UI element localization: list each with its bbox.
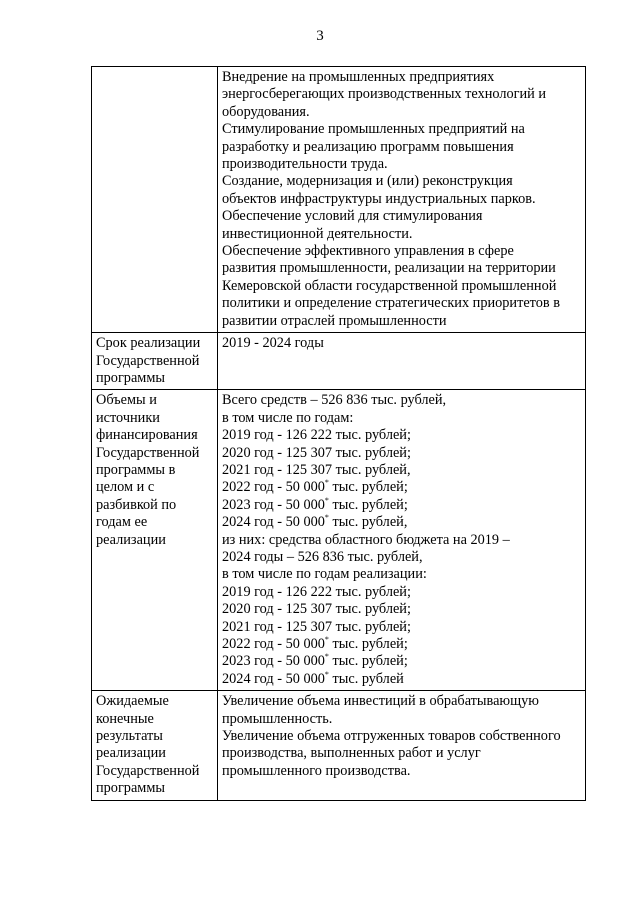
value-text: Стимулирование промышленных предприятий на <box>222 121 525 138</box>
row-value-cell <box>218 67 586 333</box>
label-line: Объемы и <box>96 392 157 409</box>
footnote-asterisk: * <box>324 478 329 488</box>
table-row <box>92 333 586 390</box>
label-line: результаты <box>96 728 163 745</box>
value-line <box>222 104 581 121</box>
label-line: целом и с <box>96 479 155 496</box>
footnote-asterisk: * <box>324 513 329 523</box>
value-text: Создание, модернизация и (или) реконструкция <box>222 173 513 190</box>
value-line <box>222 410 581 427</box>
label-line: источники <box>96 409 160 426</box>
value-line <box>222 278 581 295</box>
label-line: Государственной <box>96 762 200 779</box>
footnote-asterisk: * <box>324 652 329 662</box>
footnote-asterisk: * <box>324 669 329 679</box>
value-line <box>222 191 581 208</box>
value-line <box>222 601 581 618</box>
label-line: программы <box>96 369 166 386</box>
value-text: 2024 год - 50 000 <box>222 514 325 531</box>
label-line: Ожидаемые <box>96 693 169 710</box>
row-label-cell <box>92 691 218 800</box>
value-text-tail: тыс. рублей; <box>328 636 408 652</box>
value-text: Увеличение объема инвестиций в обрабатывающую <box>222 693 539 710</box>
value-line <box>222 86 581 103</box>
value-line <box>222 427 581 444</box>
value-text: Обеспечение эффективного управления в сфере <box>222 243 514 260</box>
value-line <box>222 295 581 312</box>
value-text-tail: тыс. рублей; <box>328 496 408 513</box>
table-row <box>92 67 586 333</box>
row-label-cell <box>92 333 218 390</box>
table-row <box>92 691 586 800</box>
value-line <box>222 653 581 670</box>
label-line: Государственной <box>96 352 200 369</box>
value-text: 2024 годы – 526 836 тыс. рублей, <box>222 548 423 565</box>
value-text: разработку и реализацию программ повышения <box>222 138 514 155</box>
value-line <box>222 173 581 190</box>
value-text: 2019 - 2024 годы <box>222 335 324 352</box>
value-text-tail: тыс. рублей; <box>328 479 408 496</box>
value-text: производительности труда. <box>222 156 388 173</box>
value-text: промышленного производства. <box>222 762 411 779</box>
value-text: 2023 год - 50 000 <box>222 496 325 513</box>
value-text: 2021 год - 125 307 тыс. рублей; <box>222 618 411 635</box>
page-number: 3 <box>316 28 324 44</box>
value-line <box>222 479 581 496</box>
value-text: 2020 год - 125 307 тыс. рублей; <box>222 444 411 461</box>
value-text: из них: средства областного бюджета на 2019 – <box>222 531 510 548</box>
value-line <box>222 462 581 479</box>
value-text: объектов инфраструктуры индустриальных парков. <box>222 190 536 207</box>
label-line: разбивкой по <box>96 496 177 513</box>
value-line <box>222 243 581 260</box>
value-text: развитии отраслей промышленности <box>222 312 447 329</box>
value-text: энергосберегающих производственных технологий и <box>222 86 546 103</box>
value-line <box>222 693 581 710</box>
value-text: инвестиционной деятельности. <box>222 225 413 242</box>
value-text: 2022 год - 50 000 <box>222 636 325 652</box>
label-line: годам ее <box>96 514 148 531</box>
label-line: финансирования <box>96 427 198 444</box>
value-line <box>222 121 581 138</box>
label-line: Срок реализации <box>96 335 201 352</box>
value-text: 2021 год - 125 307 тыс. рублей, <box>222 461 411 478</box>
value-line <box>222 313 581 330</box>
value-line <box>222 445 581 462</box>
footnote-asterisk: * <box>324 495 329 505</box>
value-text-tail: тыс. рублей <box>328 670 404 687</box>
value-line <box>222 763 581 780</box>
value-text: производства, выполненных работ и услуг <box>222 745 481 762</box>
value-line <box>222 514 581 531</box>
value-text: Кемеровской области государственной промышленной <box>222 277 557 294</box>
label-line: Государственной <box>96 444 200 461</box>
program-passport-table <box>91 66 586 801</box>
value-text: 2019 год - 126 222 тыс. рублей; <box>222 427 411 444</box>
value-text: оборудования. <box>222 103 310 120</box>
label-line: программы <box>96 780 166 797</box>
value-text: 2020 год - 125 307 тыс. рублей; <box>222 601 411 618</box>
value-line <box>222 549 581 566</box>
value-line <box>222 139 581 156</box>
value-text: Внедрение на промышленных предприятиях <box>222 69 495 85</box>
table-body <box>92 67 586 801</box>
value-line <box>222 392 581 409</box>
row-value-cell <box>218 333 586 390</box>
row-label-cell <box>92 67 218 333</box>
value-text: Всего средств – 526 836 тыс. рублей, <box>222 392 447 409</box>
table-row <box>92 390 586 691</box>
value-text: промышленность. <box>222 710 333 727</box>
label-line: программы в <box>96 461 176 478</box>
value-line <box>222 619 581 636</box>
value-text: Обеспечение условий для стимулирования <box>222 208 483 225</box>
value-text: в том числе по годам: <box>222 409 354 426</box>
value-line <box>222 497 581 514</box>
value-text: 2024 год - 50 000 <box>222 670 325 687</box>
value-text: 2019 год - 126 222 тыс. рублей; <box>222 583 411 600</box>
value-line <box>222 208 581 225</box>
value-line <box>222 728 581 745</box>
value-text: в том числе по годам реализации: <box>222 566 427 583</box>
value-line <box>222 335 581 352</box>
value-line <box>222 566 581 583</box>
value-line <box>222 156 581 173</box>
footnote-asterisk: * <box>324 635 329 644</box>
value-line <box>222 671 581 688</box>
value-text: развития промышленности, реализации на территории <box>222 260 556 277</box>
value-text: 2023 год - 50 000 <box>222 653 325 670</box>
row-value-cell <box>218 390 586 691</box>
value-text: 2022 год - 50 000 <box>222 479 325 496</box>
value-line <box>222 532 581 549</box>
label-line: реализации <box>96 531 166 548</box>
value-text: Увеличение объема отгруженных товаров собственного <box>222 728 561 745</box>
label-line: реализации <box>96 745 166 762</box>
value-text-tail: тыс. рублей; <box>328 653 408 670</box>
row-label-cell <box>92 390 218 691</box>
value-line <box>222 69 581 86</box>
value-line <box>222 260 581 277</box>
value-line <box>222 226 581 243</box>
value-line <box>222 711 581 728</box>
value-text: политики и определение стратегических приоритетов в <box>222 295 560 312</box>
value-line <box>222 636 581 653</box>
value-line <box>222 584 581 601</box>
row-value-cell <box>218 691 586 800</box>
value-text-tail: тыс. рублей, <box>328 514 408 531</box>
value-line <box>222 745 581 762</box>
label-line: конечные <box>96 710 154 727</box>
